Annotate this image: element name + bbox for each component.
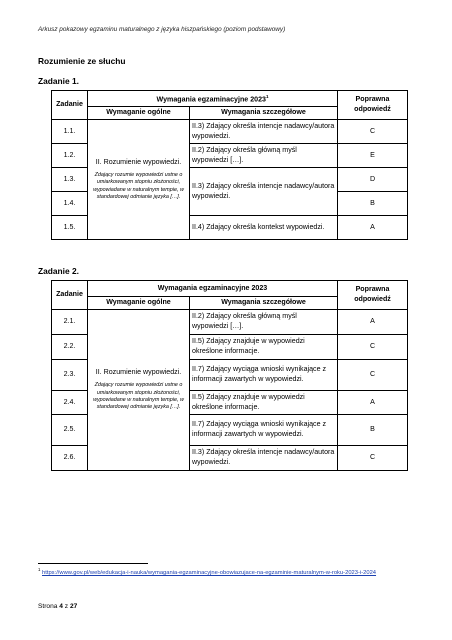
answer: B [338,415,408,446]
detailed-requirement: II.7) Zdający wyciąga wnioski wynikające z informacji zawartych w wypowiedzi. [190,360,338,391]
answer: C [338,446,408,471]
footnote-mark: 1 [38,567,41,572]
answer: C [338,335,408,360]
general-requirement-desc: Zdający rozumie wypowiedzi ustne o umiarkowanym stopniu złożoności, wypowiadane w naturalnym tempie, w standardowej odmianie języka […]. [93,382,184,411]
general-requirement-desc: Zdający rozumie wypowiedzi ustne o umiarkowanym stopniu złożoności, wypowiadane w naturalnym tempie, w standardowej odmianie języka […]. [93,171,184,200]
col-header-ogolne: Wymaganie ogólne [88,297,190,310]
document-header: Arkusz pokazowy egzaminu maturalnego z języka hiszpańskiego (poziom podstawowy) [38,26,286,33]
detailed-requirement: II.2) Zdający określa główną myśl wypowiedzi […]. [190,144,338,168]
detailed-requirement: II.5) Zdający znajduje w wypowiedzi określone informacje. [190,391,338,415]
footnote-divider [38,563,148,564]
col-header-odpowiedz: Poprawna odpowiedź [338,281,408,310]
col-header-ogolne: Wymaganie ogólne [88,107,190,120]
task-number: 1.1. [52,120,88,144]
page-total: 27 [69,603,78,610]
general-requirement-title: II. Rozumienie wypowiedzi. [95,157,182,166]
page-current: 4 [59,603,63,610]
footnote [38,566,416,577]
general-requirement [88,120,190,240]
detailed-requirement: II.4) Zdający określa kontekst wypowiedzi. [190,216,338,240]
task-number: 1.5. [52,216,88,240]
col-header-zadanie: Zadanie [52,281,88,310]
task-1-table [51,90,408,240]
task-1-title: Zadanie 1. [38,76,79,86]
page-label: Strona [38,603,58,610]
detailed-requirement: II.3) Zdający określa intencje nadawcy/autora wypowiedzi. [190,446,338,471]
answer: C [338,360,408,391]
page-number [38,603,77,610]
answer: B [338,192,408,216]
section-title: Rozumienie ze słuchu [38,56,126,66]
col-header-wymagania [88,91,338,107]
col-header-odpowiedz: Poprawna odpowiedź [338,91,408,120]
task-number: 2.6. [52,446,88,471]
answer: D [338,168,408,192]
task-number: 2.5. [52,415,88,446]
col-header-wymagania-text: Wymagania egzaminacyjne 2023 [156,95,266,104]
detailed-requirement: II.7) Zdający wyciąga wnioski wynikające z informacji zawartych w wypowiedzi. [190,415,338,446]
general-requirement [88,310,190,471]
task-number: 2.3. [52,360,88,391]
footnote-ref: 1 [265,94,269,100]
answer: C [338,120,408,144]
col-header-wymagania: Wymagania egzaminacyjne 2023 [88,281,338,297]
task-number: 2.1. [52,310,88,335]
answer: E [338,144,408,168]
task-number: 1.3. [52,168,88,192]
task-2-table [51,280,408,471]
detailed-requirement: II.5) Zdający znajduje w wypowiedzi określone informacje. [190,335,338,360]
footnote-link[interactable]: https://www.gov.pl/web/edukacja-i-nauka/wymagania-egzaminacyjne-obowiazujace-na-egzaminie-maturalnym-w-roku-2023-i-2024 [42,569,377,576]
task-number: 2.4. [52,391,88,415]
task-2-title: Zadanie 2. [38,266,79,276]
answer: A [338,391,408,415]
col-header-szczegolowe: Wymagania szczegółowe [190,107,338,120]
col-header-zadanie: Zadanie [52,91,88,120]
general-requirement-title: II. Rozumienie wypowiedzi. [95,368,182,377]
task-number: 2.2. [52,335,88,360]
task-number: 1.4. [52,192,88,216]
task-number: 1.2. [52,144,88,168]
page-of: z [64,603,69,610]
detailed-requirement: II.3) Zdający określa intencje nadawcy/autora wypowiedzi. [190,168,338,216]
answer: A [338,216,408,240]
answer: A [338,310,408,335]
detailed-requirement: II.2) Zdający określa główną myśl wypowiedzi […]. [190,310,338,335]
col-header-szczegolowe: Wymagania szczegółowe [190,297,338,310]
detailed-requirement: II.3) Zdający określa intencje nadawcy/autora wypowiedzi. [190,120,338,144]
